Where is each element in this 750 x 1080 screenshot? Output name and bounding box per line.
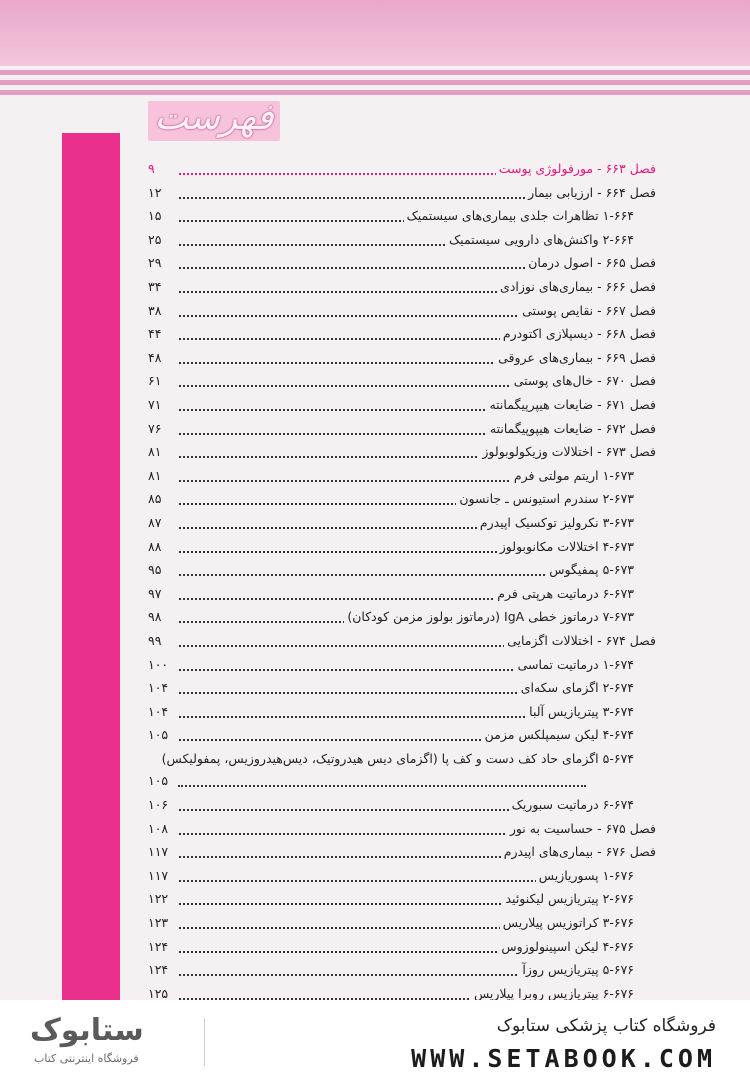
- toc-entry-title: فصل ۶۷۴ - اختلالات اگزمایی: [504, 630, 656, 652]
- toc-entry: [148, 158, 656, 180]
- toc-entry-page: ۱۲۲: [148, 888, 177, 910]
- toc-entry: [148, 465, 656, 487]
- toc-entry: [148, 323, 656, 345]
- toc-entry-title: فصل ۶۷۶ - بیماری‌های اپیدرم: [501, 841, 656, 863]
- toc-entry-page: ۱۲۴: [148, 959, 177, 981]
- toc-entry-title: ۶-۶۷۴ درماتیت سبوریک: [509, 794, 634, 816]
- toc-entry-page: ۲۵: [148, 229, 177, 251]
- toc-entry: [148, 418, 656, 440]
- toc-entry-page: ۱۱۷: [148, 841, 177, 863]
- toc-entry-title: فصل ۶۶۳ - مورفولوژی پوست: [496, 158, 656, 180]
- toc-entry-page: ۱۰۵: [148, 724, 177, 746]
- header-stripe: [0, 80, 750, 85]
- toc-entry-title: ۱-۶۶۴ تظاهرات جلدی بیماری‌های سیستمیک: [404, 205, 634, 227]
- toc-entry-page: ۷۱: [148, 394, 177, 416]
- toc-entry-title: ۲-۶۶۴ واکنش‌های دارویی سیستمیک: [446, 229, 634, 251]
- toc-entry-page: ۱۱۷: [148, 865, 177, 887]
- toc-entry-title: ۴-۶۷۴ لیکن سیمپلکس مزمن: [482, 724, 634, 746]
- toc-entry-page: ۲۹: [148, 252, 177, 274]
- toc-entry-page: ۹۷: [148, 583, 177, 605]
- store-name: فروشگاه کتاب پزشکی ستابوک: [496, 1016, 716, 1036]
- toc-entry-page: ۱۰۴: [148, 677, 177, 699]
- toc-entry-page: ۸۱: [148, 441, 177, 463]
- toc-entry-page: ۱۲۵: [148, 983, 177, 1000]
- header-stripe: [0, 90, 750, 95]
- toc-entry: [148, 441, 656, 463]
- toc-entry-page: ۸۸: [148, 536, 177, 558]
- toc-entry-title: ۲-۶۷۶ پیتریازیس لیکنوئید: [502, 888, 634, 910]
- toc-entry-title: فصل ۶۶۴ - ارزیابی بیمار: [525, 182, 656, 204]
- toc-entry-title: فصل ۶۶۷ - نقایص پوستی: [519, 300, 656, 322]
- toc-entry-title: فصل ۶۷۱ - ضایعات هیپرپیگمانته: [486, 394, 656, 416]
- toc-entry: [148, 654, 656, 676]
- toc-entry-page: ۱۲۳: [148, 912, 177, 934]
- toc-entry-page: ۷۶: [148, 418, 177, 440]
- toc-entry-page: ۱۰۶: [148, 794, 177, 816]
- toc-entry-page: ۱۲: [148, 182, 177, 204]
- toc-entry: [148, 182, 656, 204]
- toc-entry-title: فصل ۶۶۶ - بیماری‌های نوزادی: [497, 276, 656, 298]
- toc-entry-page: ۹۹: [148, 630, 177, 652]
- toc-entry-title: ۷-۶۷۳ درماتوز خطی IgA (درماتوز بولوز مزمن کودکان): [344, 606, 634, 628]
- toc-entry-page: ۸۵: [148, 488, 177, 510]
- toc-entry-page: ۹۵: [148, 559, 177, 581]
- toc-entry-page: ۳۸: [148, 300, 177, 322]
- toc-entry: [148, 748, 656, 792]
- toc-entry-title: ۶-۶۷۶ پیتریازیس روبرا پیلاریس: [471, 983, 634, 1000]
- toc-entry: [148, 724, 656, 746]
- toc-entry-title: ۲-۶۷۳ سندرم استیونس ـ جانسون: [456, 488, 634, 510]
- toc-entry-title: ۱-۶۷۳ اریتم مولتی فرم: [511, 465, 634, 487]
- toc-entry: [148, 936, 656, 958]
- toc-entry: [148, 536, 656, 558]
- side-bar: [62, 133, 120, 1000]
- toc-entry-title: ۳-۶۷۳ نکرولیز توکسیک اپیدرم: [477, 512, 634, 534]
- toc-leader-dots: [178, 785, 586, 787]
- toc-entry-title: فصل ۶۷۳ - اختلالات وزیکولوبولوز: [479, 441, 656, 463]
- toc-entry: [148, 583, 656, 605]
- toc-entry-title: فصل ۶۷۵ - حساسیت به نور: [507, 818, 656, 840]
- toc-entry: [148, 512, 656, 534]
- header-band: [0, 0, 750, 66]
- toc-entry: [148, 559, 656, 581]
- toc-entry-page: ۸۱: [148, 465, 177, 487]
- toc-entry: [148, 959, 656, 981]
- toc-entry: [148, 888, 656, 910]
- toc-entry: [148, 983, 656, 1000]
- toc-entry: [148, 630, 656, 652]
- toc-entry: [148, 677, 656, 699]
- toc-entry: [148, 794, 656, 816]
- toc-entry: [148, 394, 656, 416]
- toc-entry-page: ۹۸: [148, 606, 177, 628]
- toc-entry-title: فصل ۶۶۵ - اصول درمان: [525, 252, 656, 274]
- toc-entry-title: ۶-۶۷۳ درماتیت هرپتی فرم: [494, 583, 634, 605]
- toc-entry: [148, 818, 656, 840]
- toc-entry-title: فصل ۶۶۸ - دیسپلازی اکتودرم: [500, 323, 656, 345]
- toc-entry-title: ۳-۶۷۶ کراتوزیس پیلاریس: [500, 912, 634, 934]
- toc-entry-page: ۱۰۵: [148, 770, 177, 792]
- toc-entry-page: ۶۱: [148, 370, 177, 392]
- toc-entry-page: ۱۰۰: [148, 654, 177, 676]
- toc-entry: [148, 912, 656, 934]
- toc-entry-title: فصل ۶۷۲ - ضایعات هیپوپیگمانته: [487, 418, 656, 440]
- toc-entry: [148, 276, 656, 298]
- toc-entry-page: ۳۴: [148, 276, 177, 298]
- toc-entry-page: ۱۰۴: [148, 701, 177, 723]
- store-logo[interactable]: ستابوک: [30, 1013, 144, 1048]
- toc-entry: [148, 205, 656, 227]
- toc-entry-page: ۱۵: [148, 205, 177, 227]
- toc-entry-page: ۸۷: [148, 512, 177, 534]
- toc-entry-page: ۹: [148, 158, 177, 180]
- toc-entry: [148, 606, 656, 628]
- toc-entry-page: ۱۰۸: [148, 818, 177, 840]
- toc-entry-page: ۴۸: [148, 347, 177, 369]
- toc-entry: [148, 865, 656, 887]
- toc-entry: [148, 252, 656, 274]
- toc-entry-title: ۴-۶۷۶ لیکن اسپینولوزوس: [498, 936, 634, 958]
- toc-entry: [148, 841, 656, 863]
- toc-entry-title: ۱-۶۷۴ درماتیت تماسی: [515, 654, 634, 676]
- toc-entry-title: ۲-۶۷۴ اگزمای سکه‌ای: [518, 677, 634, 699]
- toc-entry: [148, 229, 656, 251]
- toc-entry-page: ۱۲۴: [148, 936, 177, 958]
- table-of-contents: [148, 148, 656, 1000]
- toc-entry: [148, 701, 656, 723]
- toc-entry-title: ۵-۶۷۳ پمفیگوس: [546, 559, 634, 581]
- toc-entry: [148, 488, 656, 510]
- toc-entry-page: ۴۴: [148, 323, 177, 345]
- toc-entry: [148, 370, 656, 392]
- page-title: فهرست: [154, 97, 274, 138]
- toc-entry-title: ۱-۶۷۶ پسوریازیس: [536, 865, 634, 887]
- toc-entry-title: فصل ۶۶۹ - بیماری‌های عروقی: [495, 347, 656, 369]
- toc-entry: [148, 347, 656, 369]
- toc-entry-title: ۵-۶۷۶ پیتریازیس روزآ: [519, 959, 634, 981]
- toc-entry: [148, 300, 656, 322]
- toc-entry-title: فصل ۶۷۰ - خال‌های پوستی: [511, 370, 656, 392]
- toc-entry-title: ۳-۶۷۴ پیتریازیس آلبا: [526, 701, 634, 723]
- store-url-link[interactable]: WWW.SETABOOK.COM: [411, 1044, 716, 1073]
- toc-entry-title: ۴-۶۷۳ اختلالات مکانوبولوز: [497, 536, 634, 558]
- header-stripe: [0, 70, 750, 75]
- footer-divider: [204, 1018, 205, 1066]
- toc-entry-title: ۵-۶۷۴ اگزمای حاد کف دست و کف پا (اگزمای دیس هیدروتیک، دیس‌هیدروزیس، پمفولیکس): [148, 748, 634, 770]
- store-logo-subtitle: فروشگاه اینترنتی کتاب: [34, 1052, 139, 1065]
